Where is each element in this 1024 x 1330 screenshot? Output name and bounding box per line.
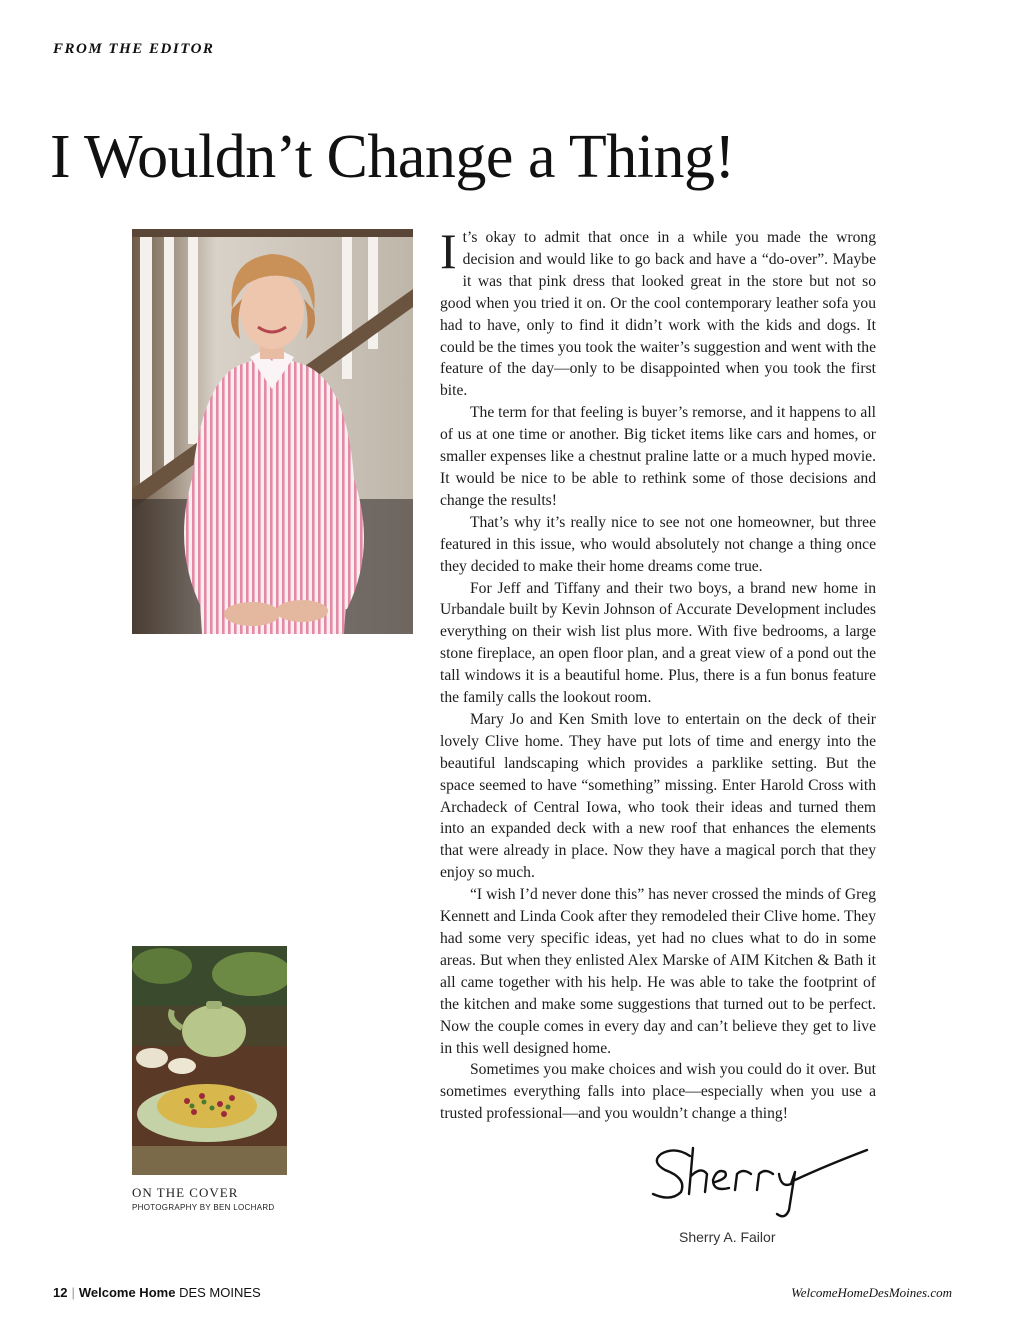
article-paragraph: “I wish I’d never done this” has never crossed the minds of Greg Kennett and Linda Cook after they remodeled their Clive home. They had some very specific ideas, yet had no clues what to do in some areas. But when they enlisted Alex Marske of AIM Kitchen & Bath it all came together with his help. He was able to take the footprint of the kitchen and make some suggestions that turned out to be perfect. Now the couple comes in every day and can’t believe they get to live in this well designed home. <box>440 886 876 1057</box>
article-paragraph: It’s okay to admit that once in a while you made the wrong decision and would like to go back and have a “do-over”. Maybe it was that pink dress that looked great in the store but not so good when you tried it on. Or the cool contemporary leather sofa you had to have, only to find it didn’t work with the kids and dogs. It could be the times you took the waiter’s suggestion and went with the feature of the day—only to be disappointed when you took the first bite. <box>440 223 876 400</box>
editor-portrait-photo <box>132 229 413 634</box>
article-paragraph: For Jeff and Tiffany and their two boys, a brand new home in Urbandale built by Kevin Johnson of Accurate Development includes everything on their wish list plus more. With five bedrooms, a large stone fireplace, an open floor plan, and a great view of a pond out the tall windows it is a beautiful home. Plus, there is a fun bonus feature the family calls the lookout room. <box>440 579 876 707</box>
signature-name: Sherry A. Failor <box>679 1229 776 1245</box>
magazine-brand: Welcome Home <box>78 1285 176 1300</box>
article-body <box>440 223 876 1125</box>
folio-separator: | <box>71 1285 75 1300</box>
section-label: FROM THE EDITOR <box>53 41 215 57</box>
drop-cap: I <box>440 223 457 279</box>
cover-caption-title: ON THE COVER <box>132 1185 239 1200</box>
handwritten-signature <box>645 1140 875 1230</box>
magazine-city: DES MOINES <box>179 1285 261 1300</box>
footer-website: WelcomeHomeDesMoines.com <box>791 1285 952 1300</box>
cover-photo-credit: PHOTOGRAPHY BY BEN LOCHARD <box>132 1203 275 1212</box>
footer-folio <box>53 1285 261 1300</box>
article-paragraph: The term for that feeling is buyer’s remorse, and it happens to all of us at one time or another. Big ticket items like cars and homes, or smaller expenses like a chestnut praline latte or a much hyped movie. It would be nice to be able to rethink some of those decisions and change the results! <box>440 404 876 509</box>
cover-photo <box>132 946 287 1175</box>
article-paragraph: Mary Jo and Ken Smith love to entertain on the deck of their lovely Clive home. They have put lots of time and energy into the beautiful landscaping which provides a parklike setting. But the space seemed to have “something” missing. Enter Harold Cross with Archadeck of Central Iowa, who took their ideas and turned them into an expanded deck with a new roof that enhances the elements that were already in place. Now they have a magical porch that they enjoy so much. <box>440 710 876 882</box>
page-number: 12 <box>53 1285 68 1300</box>
page-title: I Wouldn’t Change a Thing! <box>50 123 735 191</box>
article-paragraph: That’s why it’s really nice to see not one homeowner, but three featured in this issue, who would absolutely not change a thing once they decided to make their home dreams come true. <box>440 513 876 575</box>
article-paragraph: Sometimes you make choices and wish you could do it over. But sometimes everything falls into place—especially when you use a trusted professional—and you wouldn’t change a thing! <box>440 1061 876 1123</box>
